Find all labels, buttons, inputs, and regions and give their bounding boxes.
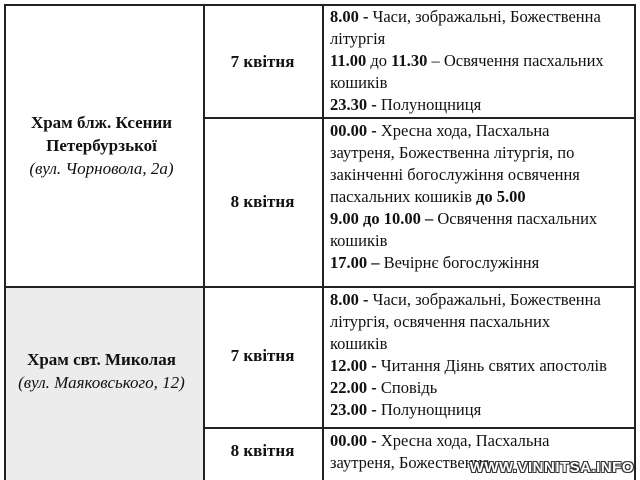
schedule-line: 00.00 - Хресна хода, Пасхальна (330, 121, 550, 140)
table-border-left (4, 4, 6, 480)
site-watermark: WWW.VINNITSA.INFO (469, 459, 634, 476)
schedule-line: закінченні богослужіння освячення (330, 165, 580, 184)
schedule-cell (330, 6, 630, 116)
schedule-line: кошиків (330, 231, 388, 250)
church-name: Храм свт. Миколая (27, 350, 176, 369)
date-cell: 8 квітня (230, 192, 295, 211)
schedule-line: кошиків (330, 334, 388, 353)
row-divider-day-2 (203, 427, 636, 429)
church-address: (вул. Чорновола, 2а) (29, 159, 174, 178)
church-cell (0, 348, 203, 394)
table-border-right (634, 4, 636, 480)
row-divider-church (4, 286, 636, 288)
schedule-line: 23.00 - Полунощниця (330, 400, 482, 419)
row-divider-day-1 (203, 117, 636, 119)
schedule-line: літургія (330, 29, 386, 48)
schedule-cell (330, 289, 630, 421)
church-address: (вул. Маяковського, 12) (18, 373, 185, 392)
schedule-line: 8.00 - Часи, зображальні, Божественна (330, 7, 601, 26)
schedule-line: 00.00 - Хресна хода, Пасхальна (330, 431, 550, 450)
schedule-line: 17.00 – Вечірнє богослужіння (330, 253, 540, 272)
date-cell: 7 квітня (230, 52, 295, 71)
column-divider-2 (322, 4, 324, 480)
schedule-line: заутреня, Божественна літургія, по (330, 143, 575, 162)
date-cell: 7 квітня (230, 346, 295, 365)
schedule-line: 22.00 - Сповідь (330, 378, 438, 397)
schedule-line: 12.00 - Читання Діянь святих апостолів (330, 356, 607, 375)
schedule-line: заутреня, Божественна (330, 453, 490, 472)
schedule-line: кошиків (330, 73, 388, 92)
date-cell: 8 квітня (230, 441, 295, 460)
church-cell (0, 111, 203, 180)
schedule-line: 8.00 - Часи, зображальні, Божественна (330, 290, 601, 309)
column-divider-1 (203, 4, 205, 480)
schedule-line: 11.00 до 11.30 – Освячення пасхальних (330, 51, 604, 70)
schedule-line: пасхальних кошиків до 5.00 (330, 187, 526, 206)
schedule-cell (330, 120, 630, 274)
schedule-line: 9.00 до 10.00 – Освячення пасхальних (330, 209, 598, 228)
church-name: Храм блж. Ксении Петербурзької (30, 113, 173, 155)
schedule-line: 23.30 - Полунощниця (330, 95, 482, 114)
schedule-line: літургія, освячення пасхальних (330, 312, 551, 331)
